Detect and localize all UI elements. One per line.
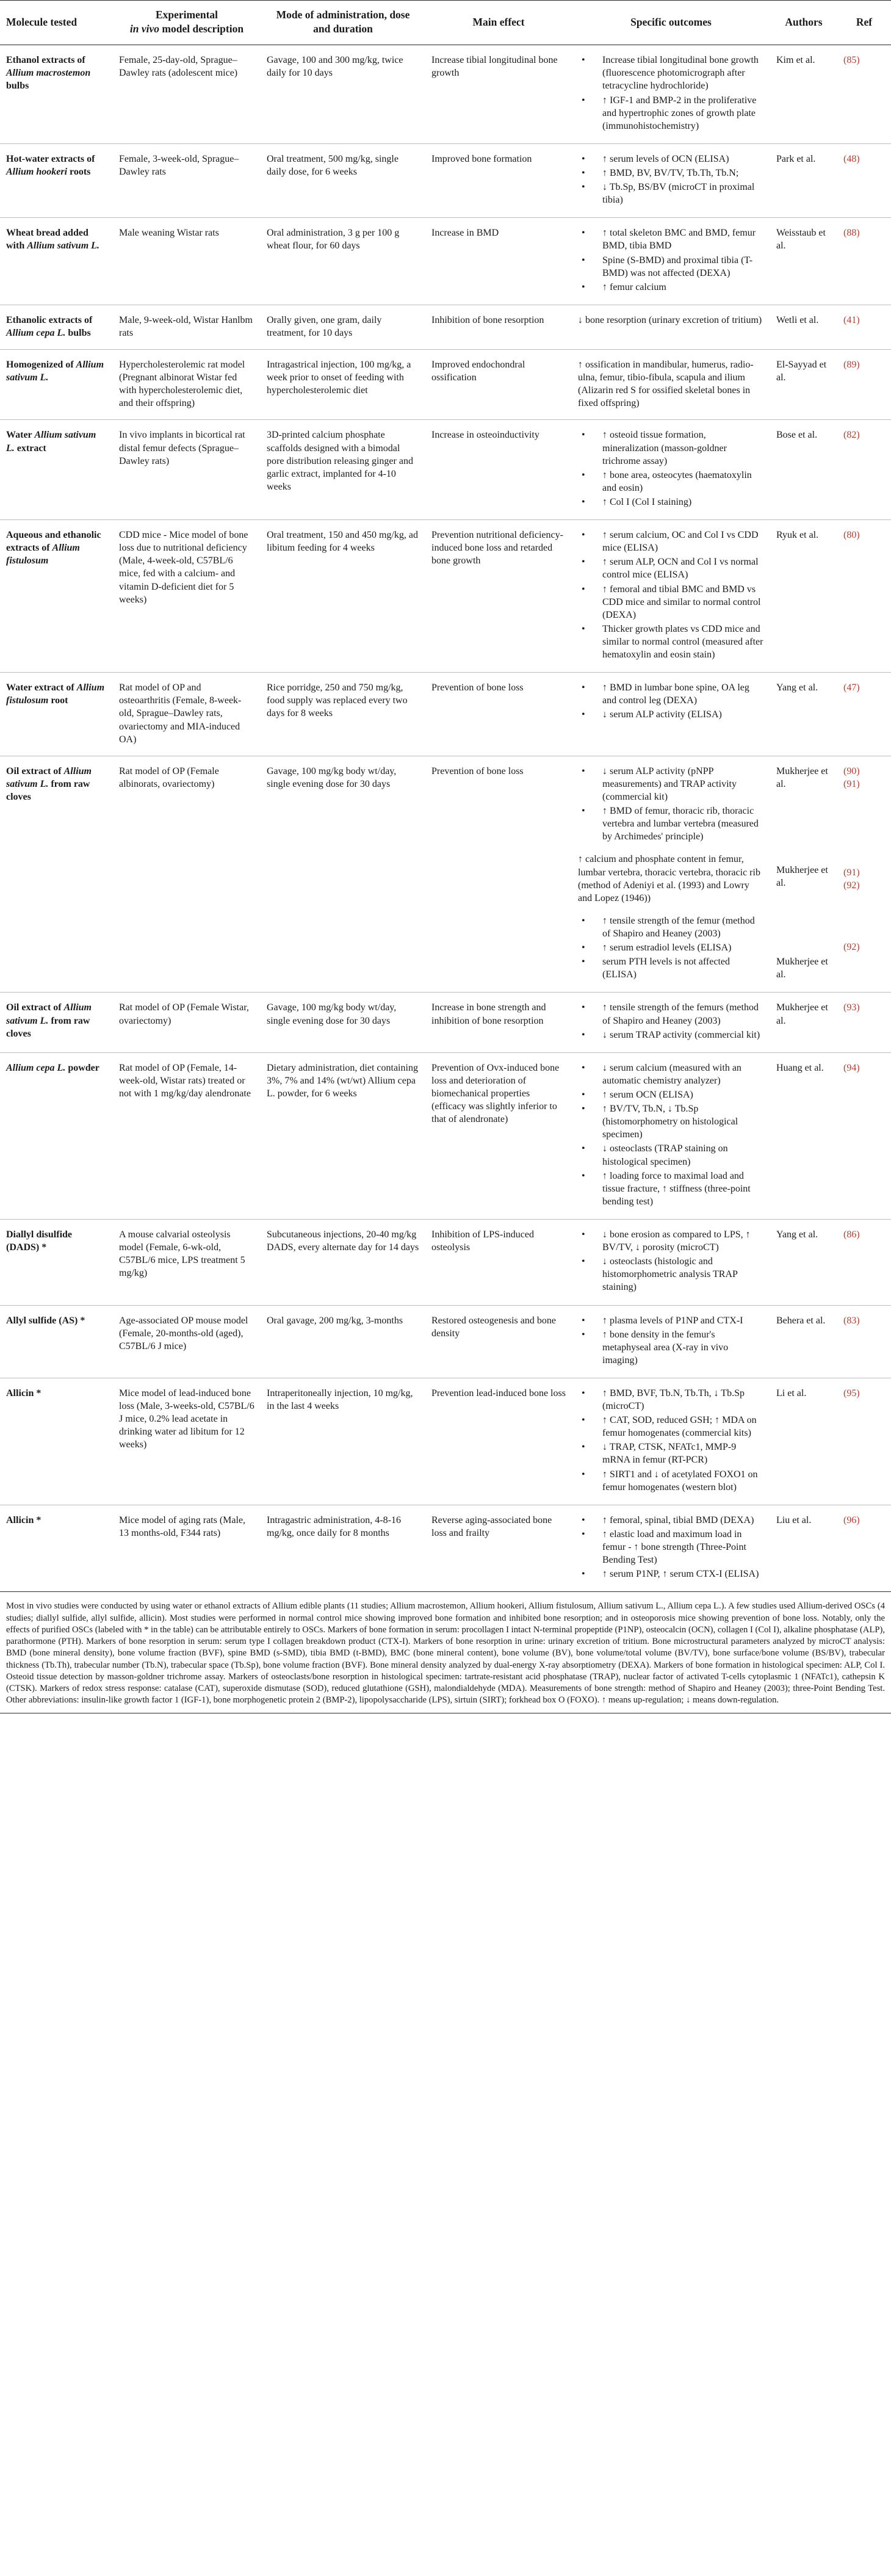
header-model-b: in vivo bbox=[129, 23, 160, 35]
outcome-item: • ↑ serum P1NP, ↑ serum CTX-I (ELISA) bbox=[602, 1568, 764, 1580]
outcomes-cell bbox=[572, 673, 770, 756]
author-name: Wetli et al. bbox=[776, 314, 819, 325]
ref-cell bbox=[837, 1305, 891, 1378]
reference-link[interactable]: (88) bbox=[843, 228, 860, 239]
outcome-item: • ↑ serum OCN (ELISA) bbox=[602, 1088, 764, 1101]
header-administration: Mode of administration, dose and duration bbox=[261, 1, 425, 45]
author-name: Bose et al. bbox=[776, 430, 818, 441]
ref-cell bbox=[837, 350, 891, 420]
administration-cell: Gavage, 100 mg/kg body wt/day, single evening dose for 30 days bbox=[261, 993, 425, 1052]
reference-link[interactable]: (92) bbox=[843, 942, 860, 953]
outcomes-cell bbox=[572, 350, 770, 420]
outcomes-cell bbox=[572, 218, 770, 305]
outcomes-cell bbox=[572, 1505, 770, 1592]
effect-cell: Restored osteogenesis and bone density bbox=[425, 1305, 572, 1378]
effect-cell: Improved endochondral ossification bbox=[425, 350, 572, 420]
model-cell: In vivo implants in bicortical rat distal femur defects (Sprague–Dawley rats) bbox=[113, 420, 261, 520]
authors-cell bbox=[770, 520, 837, 673]
author-name: Li et al. bbox=[776, 1387, 807, 1398]
model-cell: Male weaning Wistar rats bbox=[113, 218, 261, 305]
outcomes-list bbox=[578, 54, 764, 132]
outcome-item: • ↑ osteoid tissue formation, mineralization (masson-goldner trichrome assay) bbox=[602, 429, 764, 467]
effect-cell: Prevention of bone loss bbox=[425, 756, 572, 993]
table-row bbox=[0, 143, 891, 217]
outcome-item: • ↑ bone area, osteocytes (haematoxylin and eosin) bbox=[602, 469, 764, 494]
outcome-item: • ↑ femur calcium bbox=[602, 281, 764, 294]
outcome-item: • ↓ osteoclasts (histologic and histomorphometric analysis TRAP staining) bbox=[602, 1255, 764, 1293]
authors-cell bbox=[770, 756, 837, 993]
header-model bbox=[113, 1, 261, 45]
reference-link[interactable]: (48) bbox=[843, 153, 860, 164]
table-row bbox=[0, 1305, 891, 1378]
authors-cell bbox=[770, 420, 837, 520]
outcome-text: ↑ calcium and phosphate content in femur, lumbar vertebra, thoracic vertebra, thoracic rib (method of Adeniyi et al. (1993) and Lowry and Lopez (1946)) bbox=[578, 854, 760, 903]
outcomes-cell bbox=[572, 143, 770, 217]
outcomes-cell bbox=[572, 1219, 770, 1305]
table-footnote: Most in vivo studies were conducted by using water or ethanol extracts of Allium edible plants (11 studies; Allium macrostemon, Allium hookeri, Allium fistulosum, Allium sativum L., Allium cepa L.). A few studies used Allium-derived OSCs (4 studies; diallyl sulfide, allyl sulfide, allicin). Most studies were performed in normal control mice showing improved bone formation and inhibited bone resorption; and in osteoporosis mice showing prevention of bone loss. Notably, only the effects of purified OSCs (labeled with * in the table) can be attributable entirely to OSCs. Markers of bone formation in serum: procollagen I intact N-terminal propeptide (P1NP), osteocalcin (OCN), collagen I (Col I), alkaline phosphatase (ALP), parathormone (PTH). Markers of bone resorption in serum: serum type I collagen breakdown product (CTX-I). Markers of bone resorption in urine: urinary excretion of tritium. Bone microstructural parameters analyzed by microCT analysis: BMD (bone mineral density), bone volume fraction (BVF), spine BMD (s-SMD), tibia BMD (t-BMD), BMC (bone mineral content), bone volume (BV), bone volume/total volume (BV/TV), bone surface/bone volume (BS/BV), trabecular thickness (Tb.Th), trabecular number (Tb.N), trabecular space (Tb.Sp), bone volume fraction (BVF). Bone mineral density analyzed by dual-energy X-ray absorptiometry (DEXA). Markers of bone formation in histological specimen: ALP, Col I. Osteoid tissue detection by masson-goldner trichrome assay. Markers of osteoclasts/bone resorption in histological specimen: tartrate-resistant acid phosphatase (TRAP), nuclear factor of activated T-cells cytoplasmic 1 (NFATc1), cathepsin K (CTSK). Markers of redox stress response: catalase (CAT), superoxide dismutase (SOD), reduced glutathione (GSH), malondialdehyde (MDA). Measurements of bone strength: method of Shapiro and Heaney (2003); three-Point Bending Test. Other abbreviations: insulin-like growth factor 1 (IGF-1), bone morphogenetic protein 2 (BMP-2), lipopolysaccharide (LPS), sirtuin (SIRT); forkhead box O (FOXO). ↑ means up-regulation; ↓ means down-regulation. bbox=[0, 1592, 891, 1713]
ref-cell bbox=[837, 673, 891, 756]
reference-link[interactable]: (91) bbox=[843, 778, 860, 789]
molecule-cell: Aqueous and ethanolic extracts of Allium fistulosum bbox=[0, 520, 113, 673]
outcomes-list bbox=[578, 765, 764, 844]
effect-cell: Increase in osteoinductivity bbox=[425, 420, 572, 520]
outcomes-list-secondary bbox=[578, 914, 764, 982]
authors-cell bbox=[770, 1052, 837, 1219]
author-name: Behera et al. bbox=[776, 1315, 826, 1326]
table-body bbox=[0, 45, 891, 1592]
reference-link[interactable]: (91) bbox=[843, 867, 860, 878]
molecule-cell: Ethanol extracts of Allium macrostemon bulbs bbox=[0, 45, 113, 144]
administration-cell: Intragastrical injection, 100 mg/kg, a week prior to onset of feeding with hypercholesterolemic diet bbox=[261, 350, 425, 420]
table-row bbox=[0, 756, 891, 993]
molecule-cell: Water extract of Allium fistulosum root bbox=[0, 673, 113, 756]
molecule-cell: Allicin * bbox=[0, 1505, 113, 1592]
ref-cell bbox=[837, 45, 891, 144]
table-row bbox=[0, 420, 891, 520]
header-ref: Ref bbox=[837, 1, 891, 45]
outcomes-list bbox=[578, 429, 764, 508]
ref-cell bbox=[837, 420, 891, 520]
table-row bbox=[0, 1052, 891, 1219]
table-row bbox=[0, 993, 891, 1052]
outcome-item: • ↓ serum TRAP activity (commercial kit) bbox=[602, 1029, 764, 1041]
outcome-item: • ↑ SIRT1 and ↓ of acetylated FOXO1 on femur homogenates (western blot) bbox=[602, 1468, 764, 1494]
author-name: Liu et al. bbox=[776, 1514, 812, 1525]
outcome-item: • ↓ Tb.Sp, BS/BV (microCT in proximal tibia) bbox=[602, 181, 764, 206]
author-name: Ryuk et al. bbox=[776, 530, 819, 541]
outcomes-list bbox=[578, 681, 764, 721]
outcome-item: • ↑ BMD of femur, thoracic rib, thoracic vertebra and lumbar vertebra (measured by Archimedes' principle) bbox=[602, 805, 764, 843]
molecule-cell: Oil extract of Allium sativum L. from raw cloves bbox=[0, 756, 113, 993]
administration-cell: Gavage, 100 mg/kg body wt/day, single evening dose for 30 days bbox=[261, 756, 425, 993]
ref-cell bbox=[837, 520, 891, 673]
outcome-item: • ↑ tensile strength of the femur (method of Shapiro and Heaney (2003) bbox=[602, 914, 764, 940]
outcome-item: • ↑ serum calcium, OC and Col I vs CDD mice (ELISA) bbox=[602, 529, 764, 554]
reference-link[interactable]: (47) bbox=[843, 682, 860, 693]
outcome-item: • ↑ serum ALP, OCN and Col I vs normal control mice (ELISA) bbox=[602, 555, 764, 581]
molecule-cell: Homogenized of Allium sativum L. bbox=[0, 350, 113, 420]
outcome-item: • ↓ osteoclasts (TRAP staining on histological specimen) bbox=[602, 1142, 764, 1168]
table-header-row bbox=[0, 1, 891, 45]
reference-link[interactable]: (89) bbox=[843, 360, 860, 371]
outcomes-list bbox=[578, 1228, 764, 1294]
model-cell: Rat model of OP (Female albinorats, ovariectomy) bbox=[113, 756, 261, 993]
outcomes-cell bbox=[572, 1052, 770, 1219]
author-name: Mukherjee et al. bbox=[776, 957, 828, 980]
table-row bbox=[0, 218, 891, 305]
molecule-cell: Wheat bread added with Allium sativum L. bbox=[0, 218, 113, 305]
authors-cell bbox=[770, 1305, 837, 1378]
model-cell: Hypercholesterolemic rat model (Pregnant albinorat Wistar fed with hypercholesterolemic diet, and their offspring) bbox=[113, 350, 261, 420]
administration-cell: Orally given, one gram, daily treatment, for 10 days bbox=[261, 305, 425, 349]
outcome-item: • ↑ tensile strength of the femurs (method of Shapiro and Heaney (2003) bbox=[602, 1001, 764, 1027]
table-row bbox=[0, 673, 891, 756]
reference-link[interactable]: (92) bbox=[843, 880, 860, 891]
table-row bbox=[0, 45, 891, 144]
outcome-text: ↓ bone resorption (urinary excretion of tritium) bbox=[578, 314, 762, 325]
outcomes-list bbox=[578, 1387, 764, 1494]
header-model-c: model description bbox=[162, 23, 244, 35]
reference-link[interactable]: (41) bbox=[843, 314, 860, 325]
molecule-cell: Hot-water extracts of Allium hookeri roots bbox=[0, 143, 113, 217]
outcomes-cell bbox=[572, 993, 770, 1052]
authors-cell bbox=[770, 673, 837, 756]
outcomes-list bbox=[578, 1062, 764, 1208]
outcomes-cell bbox=[572, 305, 770, 349]
author-name: Park et al. bbox=[776, 153, 816, 164]
model-cell: Female, 25-day-old, Sprague–Dawley rats (adolescent mice) bbox=[113, 45, 261, 144]
outcome-item: • ↑ serum estradiol levels (ELISA) bbox=[602, 941, 764, 954]
model-cell: Mice model of lead-induced bone loss (Male, 3-weeks-old, C57BL/6 J mice, 0.2% lead acetate in drinking water ad libitum for 12 weeks) bbox=[113, 1378, 261, 1505]
effect-cell: Prevention lead-induced bone loss bbox=[425, 1378, 572, 1505]
administration-cell: Intragastric administration, 4-8-16 mg/kg, once daily for 8 months bbox=[261, 1505, 425, 1592]
administration-cell: Oral treatment, 500 mg/kg, single daily dose, for 6 weeks bbox=[261, 143, 425, 217]
authors-cell bbox=[770, 350, 837, 420]
model-cell: Male, 9-week-old, Wistar Hanlbm rats bbox=[113, 305, 261, 349]
table-row bbox=[0, 1505, 891, 1592]
ref-cell bbox=[837, 1378, 891, 1505]
reference-link[interactable]: (94) bbox=[843, 1062, 860, 1073]
authors-cell bbox=[770, 993, 837, 1052]
outcomes-list bbox=[578, 226, 764, 294]
model-cell: Rat model of OP (Female, 14-week-old, Wistar rats) treated or not with 1 mg/kg/day alendronate bbox=[113, 1052, 261, 1219]
outcome-item: • ↑ femoral and tibial BMC and BMD vs CDD mice and similar to normal control (DEXA) bbox=[602, 583, 764, 621]
model-cell: Rat model of OP and osteoarthritis (Female, 8-week-old, Sprague–Dawley rats, ovariectomy and MIA-induced OA) bbox=[113, 673, 261, 756]
outcome-item: • serum PTH levels is not affected (ELISA) bbox=[602, 955, 764, 981]
table-row bbox=[0, 520, 891, 673]
outcome-item: • ↓ TRAP, CTSK, NFATc1, MMP-9 mRNA in femur (RT-PCR) bbox=[602, 1441, 764, 1466]
authors-cell bbox=[770, 45, 837, 144]
author-name: Huang et al. bbox=[776, 1062, 824, 1073]
reference-link[interactable]: (86) bbox=[843, 1229, 860, 1240]
reference-link[interactable]: (95) bbox=[843, 1387, 860, 1398]
outcome-item: • ↑ serum levels of OCN (ELISA) bbox=[602, 153, 764, 165]
authors-cell bbox=[770, 1505, 837, 1592]
table-row bbox=[0, 1219, 891, 1305]
outcomes-list bbox=[578, 1001, 764, 1041]
outcome-item: • ↑ BMD, BVF, Tb.N, Tb.Th, ↓ Tb.Sp (microCT) bbox=[602, 1387, 764, 1413]
authors-cell bbox=[770, 1378, 837, 1505]
model-cell: Mice model of aging rats (Male, 13 months-old, F344 rats) bbox=[113, 1505, 261, 1592]
molecule-cell: Ethanolic extracts of Allium cepa L. bulbs bbox=[0, 305, 113, 349]
molecule-cell: Allyl sulfide (AS) * bbox=[0, 1305, 113, 1378]
authors-cell bbox=[770, 143, 837, 217]
administration-cell: Dietary administration, diet containing 3%, 7% and 14% (wt/wt) Allium cepa L. powder, for 6 weeks bbox=[261, 1052, 425, 1219]
authors-cell bbox=[770, 305, 837, 349]
author-name: Yang et al. bbox=[776, 1229, 818, 1240]
effect-cell: Increase tibial longitudinal bone growth bbox=[425, 45, 572, 144]
model-cell: CDD mice - Mice model of bone loss due to nutritional deficiency (Male, 4-week-old, C57BL/6 mice, fed with a calcium- and vitamin D-deficient diet for 5 weeks) bbox=[113, 520, 261, 673]
outcome-item: • ↑ total skeleton BMC and BMD, femur BMD, tibia BMD bbox=[602, 226, 764, 252]
outcomes-list bbox=[578, 1314, 764, 1367]
outcomes-list bbox=[578, 529, 764, 661]
table-row bbox=[0, 1378, 891, 1505]
authors-cell bbox=[770, 1219, 837, 1305]
administration-cell: Oral treatment, 150 and 450 mg/kg, ad libitum feeding for 4 weeks bbox=[261, 520, 425, 673]
ref-cell bbox=[837, 1219, 891, 1305]
effect-cell: Inhibition of LPS-induced osteolysis bbox=[425, 1219, 572, 1305]
outcome-item: • ↑ Col I (Col I staining) bbox=[602, 496, 764, 508]
model-cell: Age-associated OP mouse model (Female, 20-months-old (aged), C57BL/6 J mice) bbox=[113, 1305, 261, 1378]
outcome-item: • Thicker growth plates vs CDD mice and similar to normal control (measured after hematoxylin and eosin stain) bbox=[602, 623, 764, 661]
outcomes-list bbox=[578, 153, 764, 206]
table-row bbox=[0, 305, 891, 349]
author-name: Yang et al. bbox=[776, 682, 818, 693]
outcome-item: • ↑ BV/TV, Tb.N, ↓ Tb.Sp (histomorphometry on histological specimen) bbox=[602, 1102, 764, 1141]
outcome-item: • ↓ serum ALP activity (ELISA) bbox=[602, 708, 764, 721]
reference-link[interactable]: (85) bbox=[843, 55, 860, 66]
outcomes-cell bbox=[572, 520, 770, 673]
outcome-text: ↑ ossification in mandibular, humerus, radio-ulna, femur, tibio-fibula, scapula and ilium (Alizarin red S for ossified skeletal bones in fixed offspring) bbox=[578, 360, 754, 409]
outcomes-cell bbox=[572, 420, 770, 520]
outcomes-cell bbox=[572, 1305, 770, 1378]
administration-cell: Oral gavage, 200 mg/kg, 3-months bbox=[261, 1305, 425, 1378]
outcome-item: • ↑ elastic load and maximum load in femur - ↑ bone strength (Three-Point Bending Test) bbox=[602, 1528, 764, 1566]
outcome-item: • ↑ CAT, SOD, reduced GSH; ↑ MDA on femur homogenates (commercial kits) bbox=[602, 1414, 764, 1439]
effect-cell: Improved bone formation bbox=[425, 143, 572, 217]
outcome-item: • ↓ serum ALP activity (pNPP measurements) and TRAP activity (commercial kit) bbox=[602, 765, 764, 803]
administration-cell: Rice porridge, 250 and 750 mg/kg, food supply was replaced every two days for 8 weeks bbox=[261, 673, 425, 756]
author-name: El-Sayyad et al. bbox=[776, 360, 827, 383]
outcome-item: • ↑ BMD, BV, BV/TV, Tb.Th, Tb.N; bbox=[602, 167, 764, 179]
molecule-cell: Water Allium sativum L. extract bbox=[0, 420, 113, 520]
outcome-item: • ↑ loading force to maximal load and tissue fracture, ↑ stiffness (three-point bending test) bbox=[602, 1170, 764, 1208]
ref-cell bbox=[837, 218, 891, 305]
molecule-cell: Allicin * bbox=[0, 1378, 113, 1505]
effect-cell: Prevention of Ovx-induced bone loss and deterioration of biomechanical properties (efficacy was slightly inferior to that of alendronate) bbox=[425, 1052, 572, 1219]
reference-link[interactable]: (96) bbox=[843, 1514, 860, 1525]
effect-cell: Prevention nutritional deficiency-induced bone loss and retarded bone growth bbox=[425, 520, 572, 673]
administration-cell: Intraperitoneally injection, 10 mg/kg, in the last 4 weeks bbox=[261, 1378, 425, 1505]
ref-cell bbox=[837, 143, 891, 217]
header-molecule: Molecule tested bbox=[0, 1, 113, 45]
outcomes-cell bbox=[572, 756, 770, 993]
ref-cell bbox=[837, 1505, 891, 1592]
effect-cell: Increase in bone strength and inhibition of bone resorption bbox=[425, 993, 572, 1052]
outcome-item: • ↑ IGF-1 and BMP-2 in the proliferative and hypertrophic zones of growth plate (immunohistochemistry) bbox=[602, 94, 764, 132]
administration-cell: 3D-printed calcium phosphate scaffolds designed with a bimodal pore distribution releasing ginger and garlic extract, implanted for 4-10 weeks bbox=[261, 420, 425, 520]
model-cell: Female, 3-week-old, Sprague–Dawley rats bbox=[113, 143, 261, 217]
molecule-cell: Diallyl disulfide (DADS) * bbox=[0, 1219, 113, 1305]
table-row bbox=[0, 350, 891, 420]
ref-cell bbox=[837, 993, 891, 1052]
ref-cell bbox=[837, 1052, 891, 1219]
author-name: Mukherjee et al. bbox=[776, 865, 828, 889]
outcomes-cell bbox=[572, 1378, 770, 1505]
outcome-item: • ↑ plasma levels of P1NP and CTX-I bbox=[602, 1314, 764, 1327]
outcomes-cell bbox=[572, 45, 770, 144]
author-name: Weisstaub et al. bbox=[776, 228, 826, 251]
outcome-item: • Spine (S-BMD) and proximal tibia (T-BMD) was not affected (DEXA) bbox=[602, 254, 764, 280]
molecule-cell: Oil extract of Allium sativum L. from raw cloves bbox=[0, 993, 113, 1052]
effect-cell: Increase in BMD bbox=[425, 218, 572, 305]
administration-cell: Subcutaneous injections, 20-40 mg/kg DADS, every alternate day for 14 days bbox=[261, 1219, 425, 1305]
molecule-cell: Allium cepa L. powder bbox=[0, 1052, 113, 1219]
outcome-item: • ↑ bone density in the femur's metaphyseal area (X-ray in vivo imaging) bbox=[602, 1328, 764, 1367]
header-authors: Authors bbox=[770, 1, 837, 45]
outcome-item: • Increase tibial longitudinal bone growth (fluorescence photomicrograph after tetracycline hydrochloride) bbox=[602, 54, 764, 92]
ref-cell bbox=[837, 305, 891, 349]
model-cell: A mouse calvarial osteolysis model (Female, 6-wk-old, C57BL/6 mice, LPS treatment 5 mg/kg) bbox=[113, 1219, 261, 1305]
administration-cell: Gavage, 100 and 300 mg/kg, twice daily for 10 days bbox=[261, 45, 425, 144]
model-cell: Rat model of OP (Female Wistar, ovariectomy) bbox=[113, 993, 261, 1052]
reference-link[interactable]: (80) bbox=[843, 530, 860, 541]
header-outcomes: Specific outcomes bbox=[572, 1, 770, 45]
effect-cell: Reverse aging-associated bone loss and frailty bbox=[425, 1505, 572, 1592]
effect-cell: Inhibition of bone resorption bbox=[425, 305, 572, 349]
reference-link[interactable]: (93) bbox=[843, 1002, 860, 1013]
reference-link[interactable]: (90) bbox=[843, 765, 860, 776]
author-name: Mukherjee et al. bbox=[776, 765, 828, 789]
outcome-item: • ↓ serum calcium (measured with an automatic chemistry analyzer) bbox=[602, 1062, 764, 1087]
author-name: Mukherjee et al. bbox=[776, 1002, 828, 1026]
reference-link[interactable]: (83) bbox=[843, 1315, 860, 1326]
header-effect: Main effect bbox=[425, 1, 572, 45]
ref-cell bbox=[837, 756, 891, 993]
header-model-a: Experimental bbox=[155, 9, 218, 21]
author-name: Kim et al. bbox=[776, 55, 815, 66]
outcome-item: • ↓ bone erosion as compared to LPS, ↑ BV/TV, ↓ porosity (microCT) bbox=[602, 1228, 764, 1254]
effect-cell: Prevention of bone loss bbox=[425, 673, 572, 756]
outcome-item: • ↑ femoral, spinal, tibial BMD (DEXA) bbox=[602, 1514, 764, 1527]
administration-cell: Oral administration, 3 g per 100 g wheat flour, for 60 days bbox=[261, 218, 425, 305]
outcomes-list bbox=[578, 1514, 764, 1581]
outcome-item: • ↑ BMD in lumbar bone spine, OA leg and control leg (DEXA) bbox=[602, 681, 764, 707]
authors-cell bbox=[770, 218, 837, 305]
reference-link[interactable]: (82) bbox=[843, 430, 860, 441]
